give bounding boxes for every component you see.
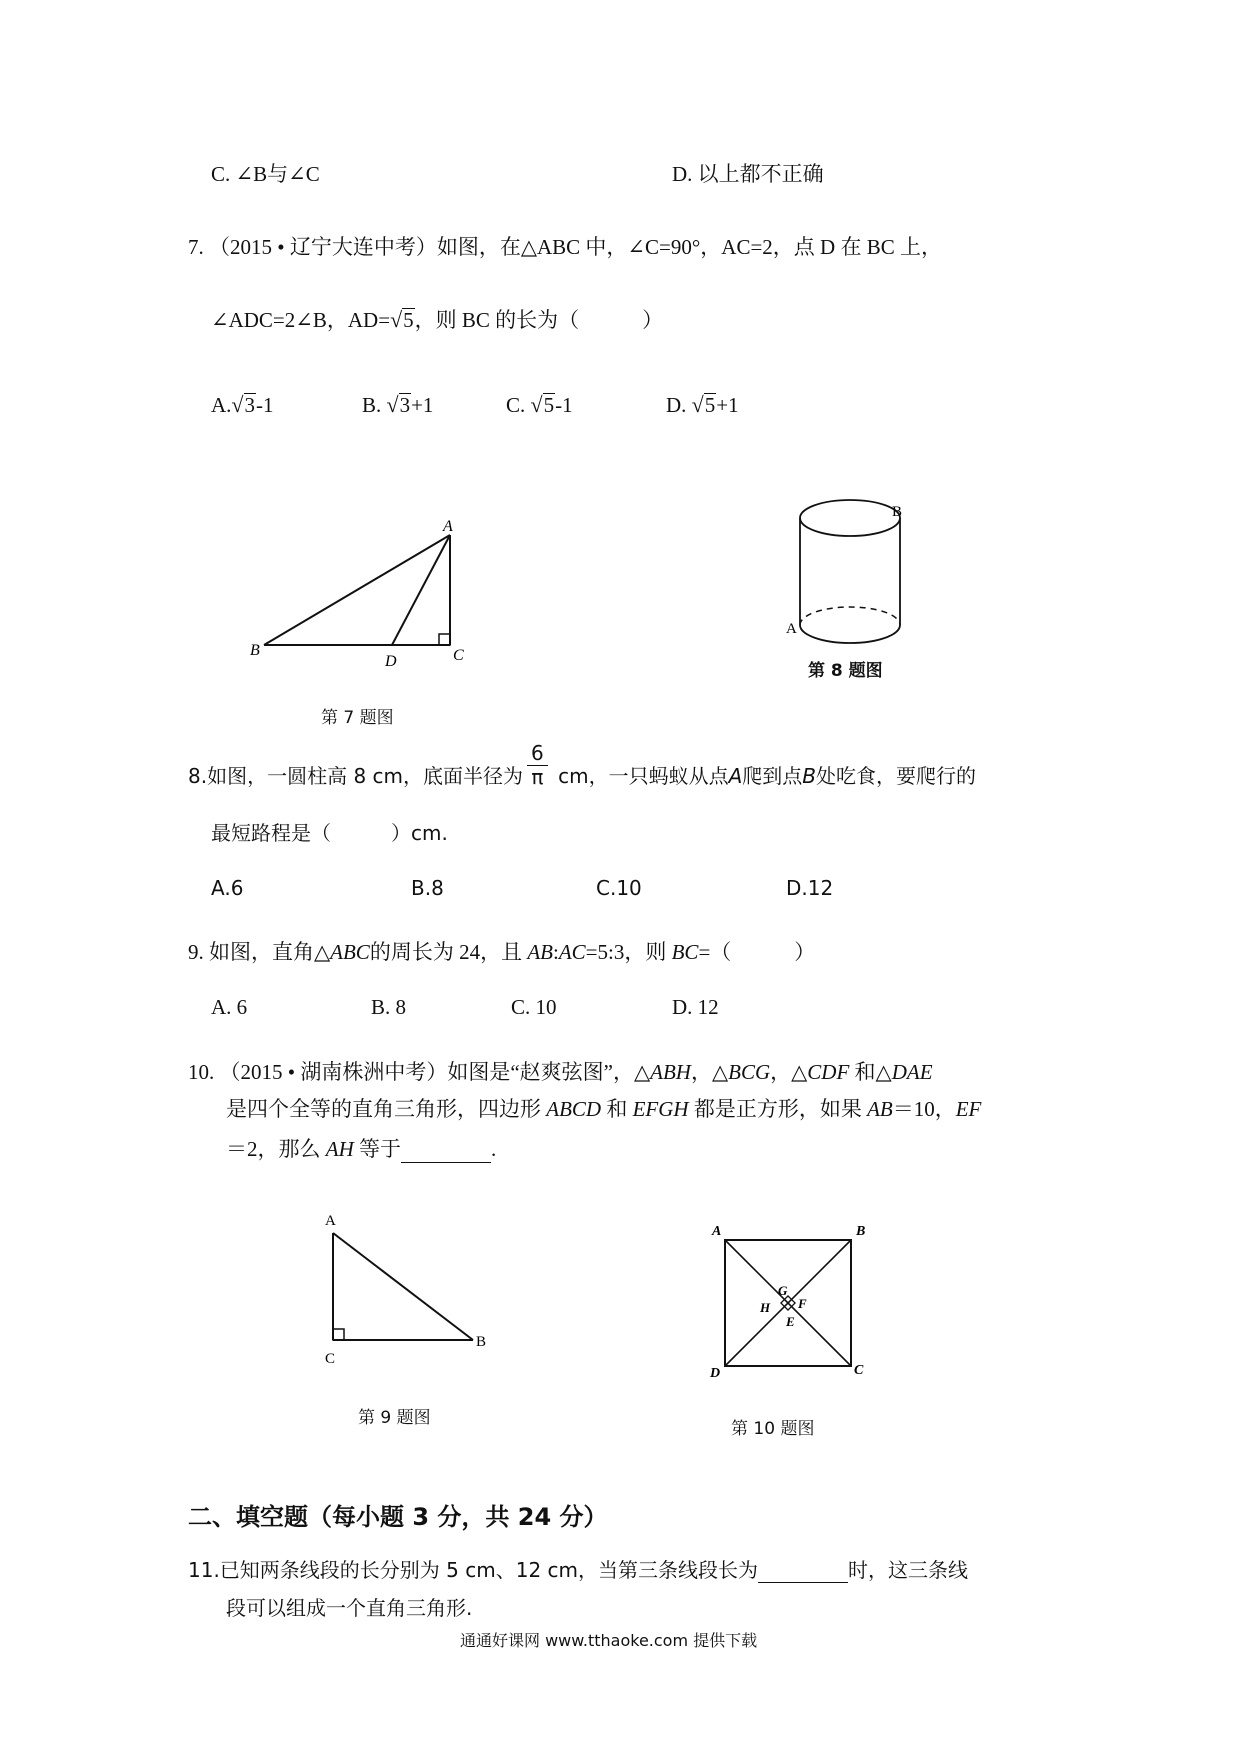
- q10-label-g: G: [778, 1283, 788, 1298]
- q7-label-a: A: [443, 518, 453, 535]
- q9-option-d: D. 12: [672, 995, 719, 1019]
- q10-label-e: E: [786, 1314, 795, 1329]
- q9-label-c: C: [325, 1351, 336, 1365]
- q9-option-b: B. 8: [371, 995, 407, 1019]
- q7-caption: 第 7 题图: [321, 708, 394, 728]
- q7-label-b: B: [250, 642, 260, 659]
- q9-label-a: A: [325, 1213, 336, 1229]
- q6-option-d: D. 以上都不正确: [672, 162, 824, 186]
- section-heading-fill-in: 二、填空题（每小题 3 分，共 24 分）: [188, 1503, 608, 1531]
- q7-stem-line2: ∠ADC=2∠B，AD=√5，则 BC 的长为（ ）: [211, 307, 664, 332]
- q8-option-c: C.10: [596, 876, 642, 900]
- q9-option-a: A. 6: [211, 995, 248, 1019]
- q10-square-figure: [700, 1215, 880, 1385]
- q8-fraction: $\frac{6}{\pi}$: [527, 742, 548, 789]
- q8-caption: 第 8 题图: [808, 661, 883, 681]
- q7-label-c: C: [453, 647, 464, 664]
- q10-label-d: D: [710, 1366, 721, 1381]
- q9-option-c: C. 10: [511, 995, 557, 1019]
- q7-label-d: D: [385, 653, 397, 670]
- q10-stem-line2: 是四个全等的直角三角形，四边形 ABCD 和 EFGH 都是正方形，如果 AB＝10，EF: [226, 1097, 982, 1121]
- page-footer: 通通好课网 www.tthaoke.com 提供下载: [460, 1631, 758, 1650]
- q8-cylinder-figure: [780, 490, 920, 650]
- q7-option-b: B. √3+1: [362, 392, 434, 417]
- q9-caption: 第 9 题图: [358, 1408, 431, 1428]
- q10-label-f: F: [798, 1296, 807, 1311]
- sqrt-5: √5: [390, 307, 414, 332]
- q7-option-d: D. √5+1: [666, 392, 739, 417]
- q8-option-d: D.12: [786, 876, 834, 900]
- q8-option-b: B.8: [411, 876, 444, 900]
- q7-triangle-figure: [240, 505, 480, 675]
- q10-label-a: A: [712, 1224, 722, 1239]
- q8-stem-line2: 最短路程是（ ）cm.: [211, 821, 448, 845]
- q8-label-b: B: [892, 504, 903, 520]
- q10-label-c: C: [854, 1363, 864, 1378]
- q9-label-b: B: [476, 1334, 487, 1350]
- q10-caption: 第 10 题图: [731, 1419, 815, 1439]
- q9-triangle-figure: [315, 1205, 495, 1365]
- q11-stem-line1: 11.已知两条线段的长分别为 5 cm、12 cm，当第三条线段长为 时，这三条线: [188, 1558, 969, 1582]
- q9-stem: 9. 如图，直角△ABC的周长为 24，且 AB:AC=5:3，则 BC=（ ）: [188, 940, 816, 964]
- q8-stem-line1: 8.如图，一圆柱高 8 cm，底面半径为 $\frac{6}{\pi}$ cm，一只蚂蚁从点A爬到点B处吃食，要爬行的: [188, 741, 976, 789]
- q11-stem-line2: 段可以组成一个直角三角形.: [226, 1596, 473, 1620]
- q7-option-a: A.√3-1: [211, 392, 274, 417]
- q6-option-c: C. ∠B与∠C: [211, 162, 320, 186]
- q8-label-a: A: [786, 621, 797, 637]
- q8-option-a: A.6: [211, 876, 244, 900]
- q7-stem-line1: 7. （2015 • 辽宁大连中考）如图，在△ABC 中，∠C=90°，AC=2，点 D 在 BC 上，: [188, 235, 942, 259]
- q7-option-c: C. √5-1: [506, 392, 573, 417]
- q11-answer-blank: [758, 1562, 848, 1583]
- q10-label-b: B: [856, 1224, 866, 1239]
- q10-label-h: H: [760, 1300, 771, 1315]
- q10-stem-line3: ＝2，那么 AH 等于 .: [226, 1137, 497, 1161]
- q10-answer-blank: [401, 1142, 491, 1163]
- q10-stem-line1: 10. （2015 • 湖南株洲中考）如图是“赵爽弦图”，△ABH，△BCG，△CDF 和△DAE: [188, 1060, 933, 1084]
